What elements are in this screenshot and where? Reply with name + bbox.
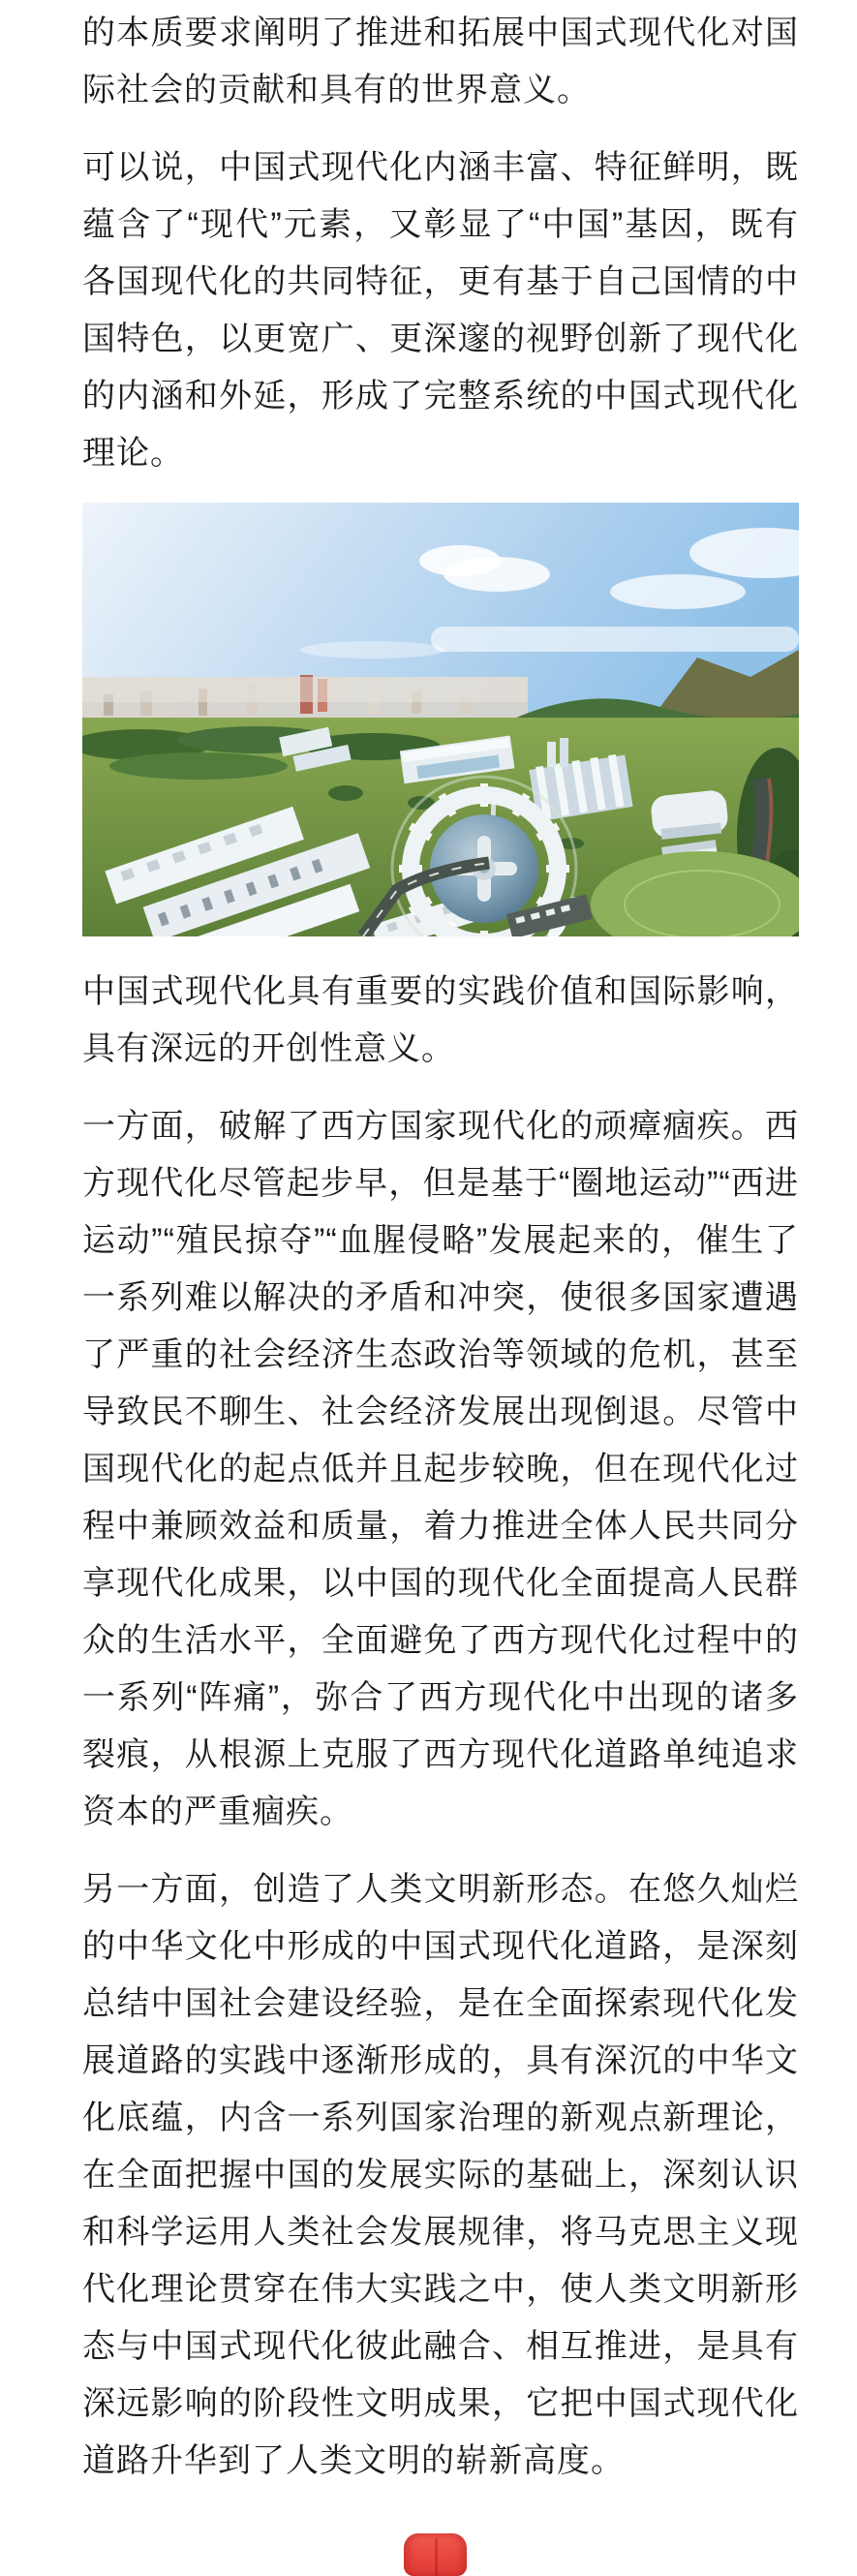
campus-aerial-photo-graphic [82, 503, 799, 936]
like-icon[interactable] [404, 2533, 467, 2576]
paragraph-1: 的本质要求阐明了推进和拓展中国式现代化对国际社会的贡献和具有的世界意义。 [82, 15, 799, 108]
paragraph-3: 中国式现代化具有重要的实践价值和国际影响，具有深远的开创性意义。 [82, 973, 799, 1067]
paragraph-2: 可以说，中国式现代化内涵丰富、特征鲜明，既蕴含了“现代”元素，又彰显了“中国”基因，既有各国现代化的共同特征，更有基于自己国情的中国特色，以更宽广、更深邃的视野创新了现代化的内涵和外延，形成了完整系统的中国式现代化理论。 [82, 149, 799, 472]
campus-aerial-photo[interactable] [82, 503, 799, 936]
like-icon-seam [435, 2538, 438, 2576]
paragraph-5: 另一方面，创造了人类文明新形态。在悠久灿烂的中华文化中形成的中国式现代化道路，是深刻总结中国社会建设经验，是在全面探索现代化发展道路的实践中逐渐形成的，具有深沉的中华文化底蕴，内含一系列国家治理的新观点新理论，在全面把握中国的发展实际的基础上，深刻认识和科学运用人类社会发展规律，将马克思主义现代化理论贯穿在伟大实践之中，使人类文明新形态与中国式现代化彼此融合、相互推进，是具有深远影响的阶段性文明成果，它把中国式现代化道路升华到了人类文明的崭新高度。 [82, 1871, 799, 2479]
paragraph-4: 一方面，破解了西方国家现代化的顽瘴痼疾。西方现代化尽管起步早，但是基于“圈地运动”“西进运动”“殖民掠夺”“血腥侵略”发展起来的，催生了一系列难以解决的矛盾和冲突，使很多国家遭遇了严重的社会经济生态政治等领域的危机，甚至导致民不聊生、社会经济发展出现倒退。尽管中国现代化的起点低并且起步较晚，但在现代化过程中兼顾效益和质量，着力推进全体人民共同分享现代化成果，以中国的现代化全面提高人民群众的生活水平，全面避免了西方现代化过程中的一系列“阵痛”，弥合了西方现代化中出现的诸多裂痕，从根源上克服了西方现代化道路单纯追求资本的严重痼疾。 [82, 1108, 799, 1830]
article-body [82, 0, 799, 2510]
